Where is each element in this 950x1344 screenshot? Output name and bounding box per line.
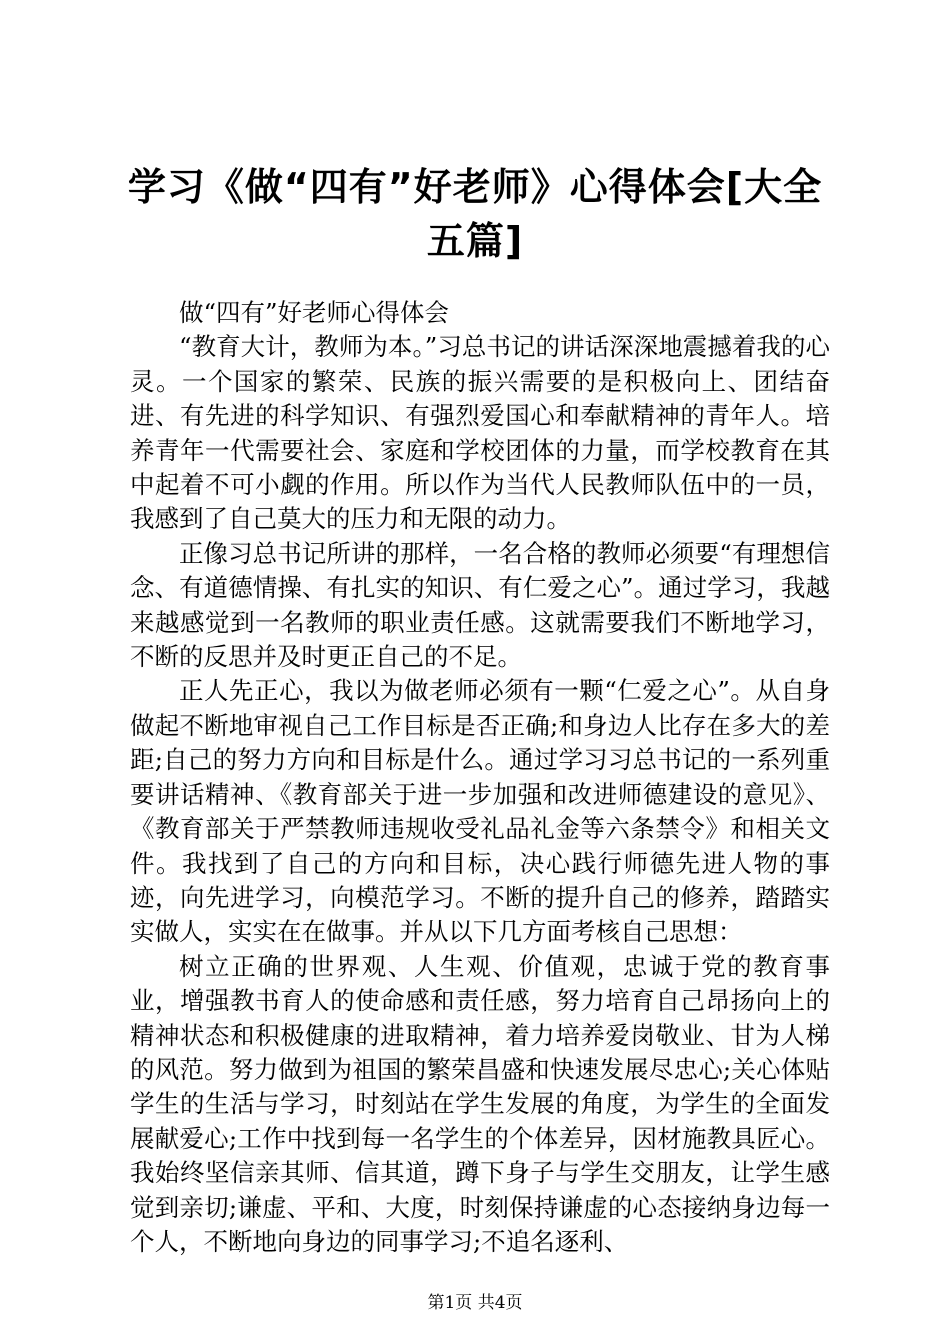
paragraph-1: “教育大计，教师为本。”习总书记的讲话深深地震撼着我的心灵。一个国家的繁荣、民族的振兴需要的是积极向上、团结奋进、有先进的科学知识、有强烈爱国心和奉献精神的青年人。培养青年一代需要社会、家庭和学校团体的力量，而学校教育在其中起着不可小觑的作用。所以作为当代人民教师队伍中的一员，我感到了自己莫大的压力和无限的动力。 xyxy=(130,332,830,534)
document-title: 学习《做“四有”好老师》心得体会[大全五篇] xyxy=(127,165,823,263)
paragraph-4: 树立正确的世界观、人生观、价值观，忠诚于党的教育事业，增强教书育人的使命感和责任感，努力培育自己昂扬向上的精神状态和积极健康的进取精神，着力培养爱岗敬业、甘为人梯的风范。努力做到为祖国的繁荣昌盛和快速发展尽忠心;关心体贴学生的生活与学习，时刻站在学生发展的角度，为学生的全面发展献爱心;工作中找到每一名学生的个体差异，因材施教具匠心。我始终坚信亲其师、信其道，蹲下身子与学生交朋友，让学生感觉到亲切;谦虚、平和、大度，时刻保持谦虚的心态接纳身边每一个人，不断地向身边的同事学习;不追名逐利、 xyxy=(130,951,830,1256)
page-number-footer: 第1页 共4页 xyxy=(427,1293,523,1313)
paragraph-2: 正像习总书记所讲的那样，一名合格的教师必须要“有理想信念、有道德情操、有扎实的知识、有仁爱之心”。通过学习，我越来越感觉到一名教师的职业责任感。这就需要我们不断地学习，不断的反思并及时更正自己的不足。 xyxy=(130,538,830,672)
section-heading: 做“四有”好老师心得体会 xyxy=(179,298,450,327)
paragraph-3: 正人先正心，我以为做老师必须有一颗“仁爱之心”。从自身做起不断地审视自己工作目标是否正确;和身边人比存在多大的差距;自己的努力方向和目标是什么。通过学习习总书记的一系列重要讲话精神、《教育部关于进一步加强和改进师德建设的意见》、《教育部关于严禁教师违规收受礼品礼金等六条禁令》和相关文件。我找到了自己的方向和目标，决心践行师德先进人物的事迹，向先进学习，向模范学习。不断的提升自己的修养，踏踏实实做人，实实在在做事。并从以下几方面考核自己思想： xyxy=(130,676,830,947)
document-body xyxy=(130,296,830,1259)
